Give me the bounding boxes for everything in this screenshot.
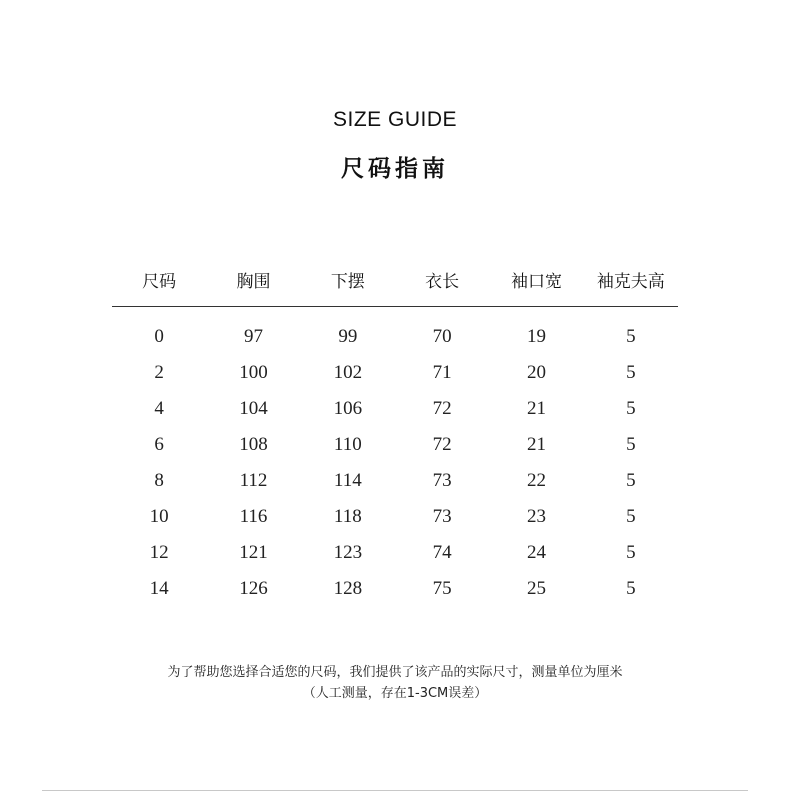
table-cell: 97 bbox=[243, 326, 263, 347]
table-row bbox=[112, 571, 678, 607]
table-cell: 23 bbox=[526, 506, 546, 527]
table-cell: 128 bbox=[333, 578, 363, 599]
table-cell: 118 bbox=[333, 506, 362, 527]
table-cell: 21 bbox=[526, 434, 546, 455]
table-cell: 25 bbox=[526, 578, 546, 599]
measurement-error-note: （人工测量，存在1-3CM误差） bbox=[302, 686, 488, 701]
table-cell: 4 bbox=[154, 398, 164, 419]
table-cell: 71 bbox=[432, 362, 452, 383]
table-cell: 19 bbox=[526, 326, 546, 347]
table-cell: 14 bbox=[149, 578, 169, 599]
table-cell: 121 bbox=[239, 542, 268, 563]
table-header-row bbox=[112, 262, 678, 307]
table-cell: 73 bbox=[432, 470, 452, 491]
table-row bbox=[112, 427, 678, 463]
table-cell: 20 bbox=[526, 362, 546, 383]
table-row bbox=[112, 355, 678, 391]
table-cell: 5 bbox=[626, 398, 636, 419]
page-title-cn: 尺码指南 bbox=[341, 156, 449, 182]
column-header-length: 衣长 bbox=[395, 262, 489, 307]
table-cell: 21 bbox=[526, 398, 546, 419]
table-cell: 72 bbox=[432, 398, 452, 419]
column-header-hem: 下摆 bbox=[301, 262, 395, 307]
table-cell: 112 bbox=[239, 470, 268, 491]
table-cell: 8 bbox=[154, 470, 164, 491]
table-cell: 5 bbox=[626, 506, 636, 527]
table-cell: 72 bbox=[432, 434, 452, 455]
table-row bbox=[112, 499, 678, 535]
table-cell: 126 bbox=[239, 578, 268, 599]
size-table bbox=[112, 262, 678, 607]
table-cell: 74 bbox=[432, 542, 452, 563]
table-cell: 5 bbox=[626, 578, 636, 599]
table-row bbox=[112, 463, 678, 499]
table-cell: 110 bbox=[333, 434, 362, 455]
table-cell: 5 bbox=[626, 326, 636, 347]
table-cell: 22 bbox=[526, 470, 546, 491]
table-cell: 114 bbox=[333, 470, 362, 491]
column-header-chest: 胸围 bbox=[206, 262, 300, 307]
table-cell: 73 bbox=[432, 506, 452, 527]
measurement-note: 为了帮助您选择合适您的尺码，我们提供了该产品的实际尺寸，测量单位为厘米 bbox=[167, 665, 623, 680]
table-row bbox=[112, 535, 678, 571]
table-cell: 5 bbox=[626, 470, 636, 491]
table-cell: 5 bbox=[626, 542, 636, 563]
table-cell: 6 bbox=[154, 434, 164, 455]
table-cell: 5 bbox=[626, 434, 636, 455]
table-cell: 24 bbox=[526, 542, 546, 563]
column-header-cuff-width: 袖口宽 bbox=[489, 262, 583, 307]
table-cell: 70 bbox=[432, 326, 452, 347]
table-cell: 99 bbox=[338, 326, 358, 347]
table-cell: 116 bbox=[239, 506, 268, 527]
table-cell: 75 bbox=[432, 578, 452, 599]
table-cell: 5 bbox=[626, 362, 636, 383]
table-cell: 108 bbox=[239, 434, 268, 455]
table-cell: 0 bbox=[154, 326, 164, 347]
table-cell: 102 bbox=[333, 362, 363, 383]
table-row bbox=[112, 391, 678, 427]
column-header-cuff-height: 袖克夫高 bbox=[584, 262, 678, 307]
table-cell: 106 bbox=[333, 398, 363, 419]
table-cell: 10 bbox=[149, 506, 169, 527]
table-cell: 2 bbox=[154, 362, 164, 383]
table-cell: 104 bbox=[239, 398, 268, 419]
footer-divider bbox=[42, 790, 748, 791]
page-title-en: SIZE GUIDE bbox=[332, 108, 458, 131]
table-cell: 12 bbox=[149, 542, 169, 563]
table-cell: 100 bbox=[239, 362, 268, 383]
column-header-size: 尺码 bbox=[112, 262, 206, 307]
table-row bbox=[112, 307, 678, 356]
table-cell: 123 bbox=[333, 542, 363, 563]
